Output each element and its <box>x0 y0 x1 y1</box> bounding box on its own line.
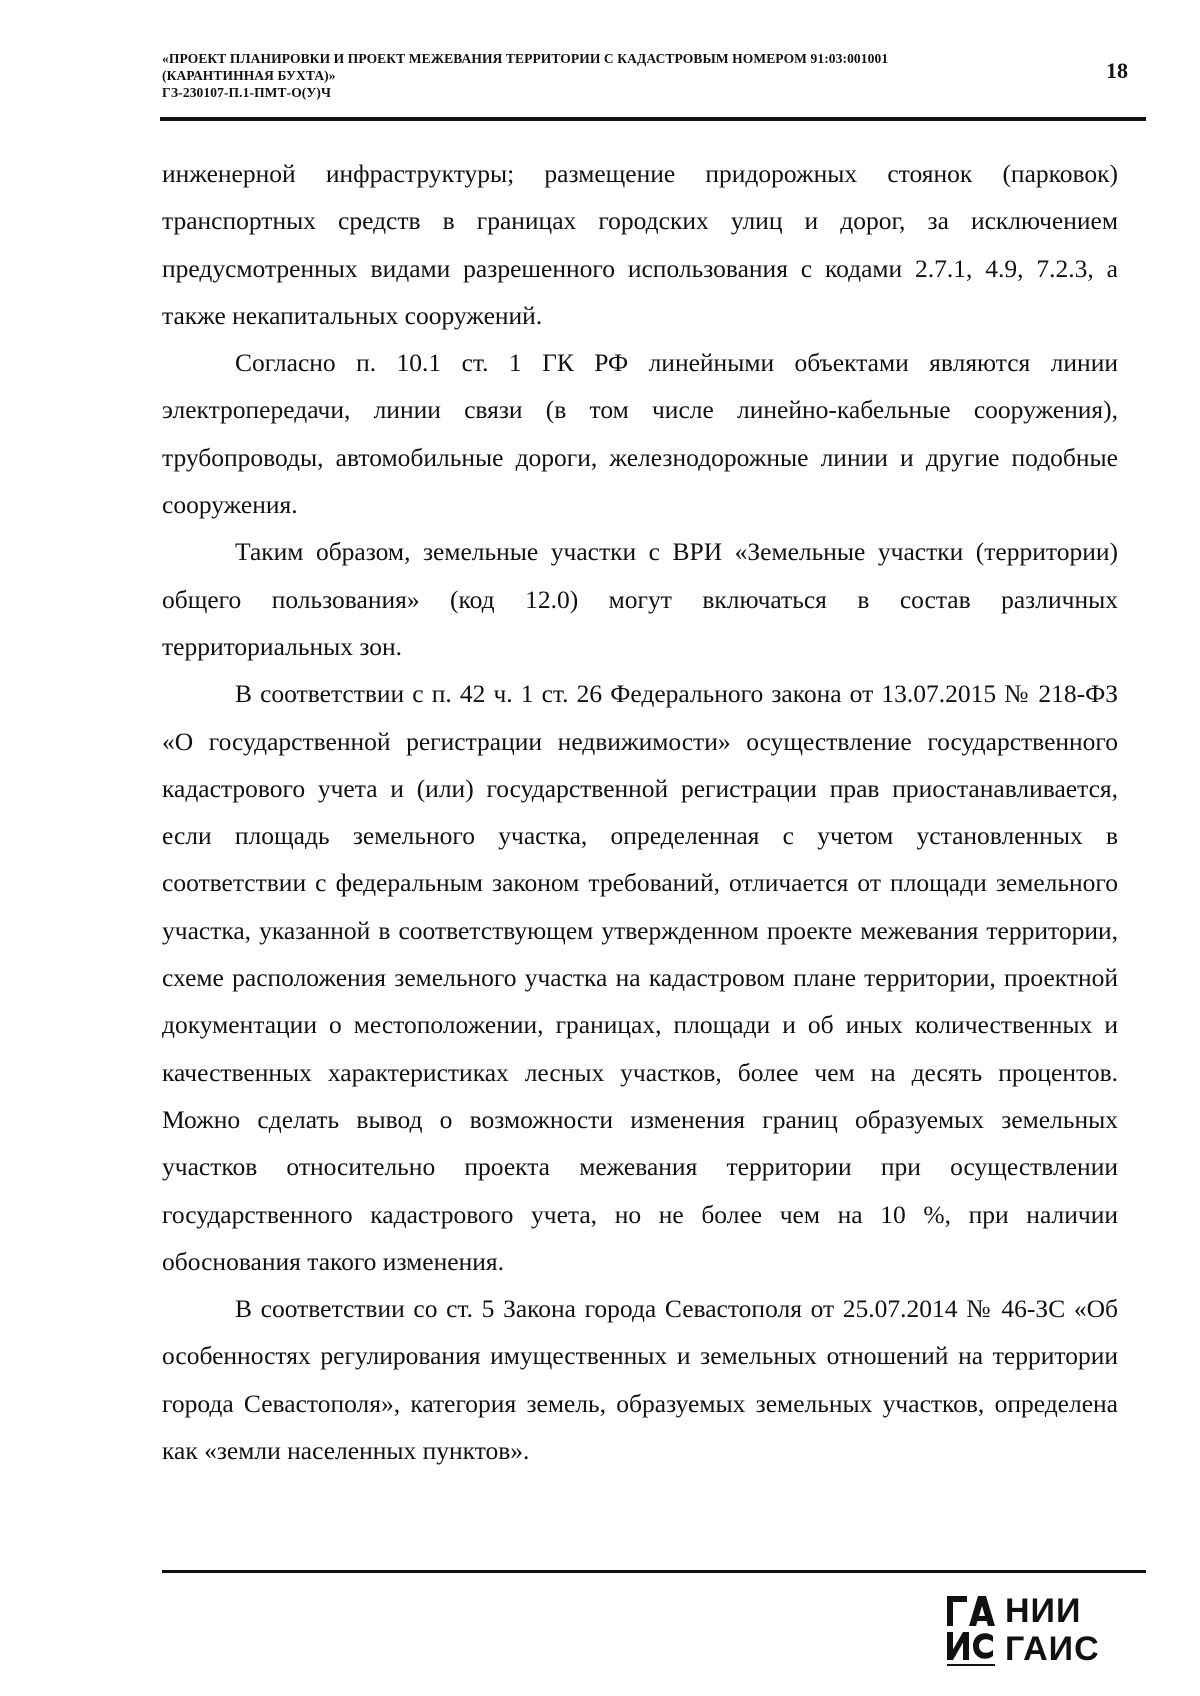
logo-text-gais: ГАИС <box>1005 1630 1100 1668</box>
body-text <box>162 150 1118 1474</box>
paragraph-linear-objects: Согласно п. 10.1 ст. 1 ГК РФ линейными объектами являются линии электропередачи, линии связи (в том числе линейно-кабельные сооружения), трубопроводы, автомобильные дороги, железнодорожные линии и другие подобные сооружения. <box>162 348 1118 520</box>
footer-divider <box>162 1570 1146 1573</box>
logo-text <box>1005 1592 1100 1668</box>
page-header <box>162 50 1092 101</box>
logo-text-nii: НИИ <box>1005 1592 1082 1630</box>
paragraph-continuation: инженерной инфраструктуры; размещение придорожных стоянок (парковок) транспортных средств в границах городских улиц и дорог, за исключением предусмотренных видами разрешенного использования с кодами 2.7.1, 4.9, 7.2.3, а также некапитальных сооружений. <box>162 159 1118 330</box>
paragraph-sevastopol-law: В соответствии со ст. 5 Закона города Севастополя от 25.07.2014 № 46-ЗС «Об особенностях регулирования имущественных и земельных отношений на территории города Севастополя», категория земель, образуемых земельных участков, определена как «земли населенных пунктов». <box>162 1294 1118 1466</box>
paragraph-public-use-plots: Таким образом, земельные участки с ВРИ «Земельные участки (территории) общего пользования» (код 12.0) могут включаться в состав различных территориальных зон. <box>162 537 1118 661</box>
header-title-line-2: (КАРАНТИННАЯ БУХТА)» <box>162 68 336 83</box>
header-title-line-1: «ПРОЕКТ ПЛАНИРОВКИ И ПРОЕКТ МЕЖЕВАНИЯ ТЕРРИТОРИИ С КАДАСТРОВЫМ НОМЕРОМ 91:03:001001 <box>162 51 889 66</box>
header-divider <box>160 117 1146 121</box>
header-document-code: ГЗ-230107-П.1-ПМТ-О(У)Ч <box>162 85 332 100</box>
nii-gais-logo <box>945 1592 1135 1672</box>
paragraph-federal-law: В соответствии с п. 42 ч. 1 ст. 26 Федерального закона от 13.07.2015 № 218-ФЗ «О государственной регистрации недвижимости» осуществление государственного кадастрового учета и (или) государственной регистрации прав приостанавливается, если площадь земельного участка, определенная с учетом установленных в соответствии с федеральным законом требований, отличается от площади земельного участка, указанной в соответствующем утвержденном проекте межевания территории, схеме расположения земельного участка на кадастровом плане территории, проектной документации о местоположении, границах, площади и об иных количественных и качественных характеристиках лесных участков, более чем на десять процентов. Можно сделать вывод о возможности изменения границ образуемых земельных участков относительно проекта межевания территории при осуществлении государственного кадастрового учета, но не более чем на 10 %, при наличии обоснования такого изменения. <box>162 679 1118 1276</box>
page-number: 18 <box>1106 58 1128 83</box>
ga-ic-logo-icon <box>945 1594 997 1670</box>
